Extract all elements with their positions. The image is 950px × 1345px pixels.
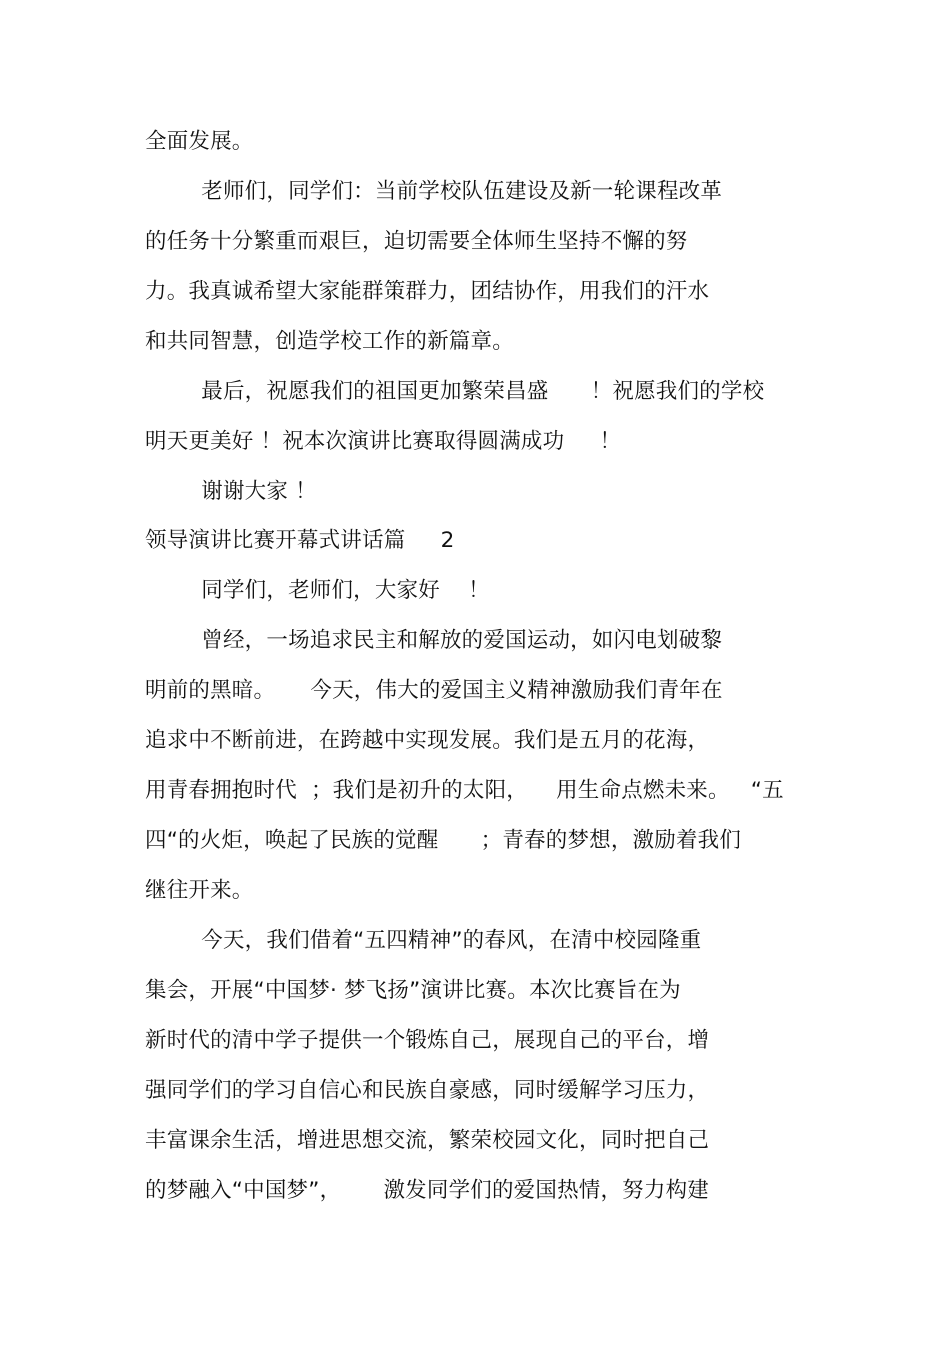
text-line: 明前的黑暗。 今天，伟大的爱国主义精神激励我们青年在 — [145, 678, 723, 703]
text-line: 追求中不断前进，在跨越中实现发展。我们是五月的花海， — [145, 728, 710, 753]
text-line: 全面发展。 — [145, 129, 254, 154]
text-line: 四“的火炬，唤起了民族的觉醒 ；青春的梦想，激励着我们 — [145, 828, 742, 853]
text-line: 明天更美好 ！祝本次演讲比赛取得圆满成功 ！ — [145, 429, 622, 454]
text-line: 谢谢大家 ！ — [145, 479, 317, 504]
text-line: 老师们，同学们：当前学校队伍建设及新一轮课程改革 — [145, 179, 723, 204]
section-heading: 领导演讲比赛开幕式讲话篇 2 — [145, 528, 455, 553]
text-line: 集会，开展“中国梦· 梦飞扬”演讲比赛。本次比赛旨在为 — [145, 978, 681, 1003]
text-line: 最后，祝愿我们的祖国更加繁荣昌盛 ！祝愿我们的学校 — [145, 379, 765, 404]
text-line: 强同学们的学习自信心和民族自豪感，同时缓解学习压力， — [145, 1078, 710, 1103]
text-line: 今天，我们借着“五四精神”的春风，在清中校园隆重 — [145, 928, 702, 953]
text-line: 力。我真诚希望大家能群策群力，团结协作，用我们的汗水 — [145, 279, 710, 304]
text-line: 同学们，老师们，大家好 ！ — [145, 578, 490, 603]
text-line: 丰富课余生活，增进思想交流，繁荣校园文化，同时把自己 — [145, 1128, 710, 1153]
text-line: 曾经，一场追求民主和解放的爱国运动，如闪电划破黎 — [145, 628, 723, 653]
text-line: 的任务十分繁重而艰巨，迫切需要全体师生坚持不懈的努 — [145, 229, 688, 254]
text-line: 用青春拥抱时代 ；我们是初升的太阳， 用生命点燃未来。 “五 — [145, 778, 784, 803]
text-line: 和共同智慧，创造学校工作的新篇章。 — [145, 329, 514, 354]
text-line: 的梦融入“中国梦”， 激发同学们的爱国热情，努力构建 — [145, 1178, 709, 1203]
text-line: 新时代的清中学子提供一个锻炼自己，展现自己的平台，增 — [145, 1028, 710, 1053]
text-line: 继往开来。 — [145, 878, 254, 903]
